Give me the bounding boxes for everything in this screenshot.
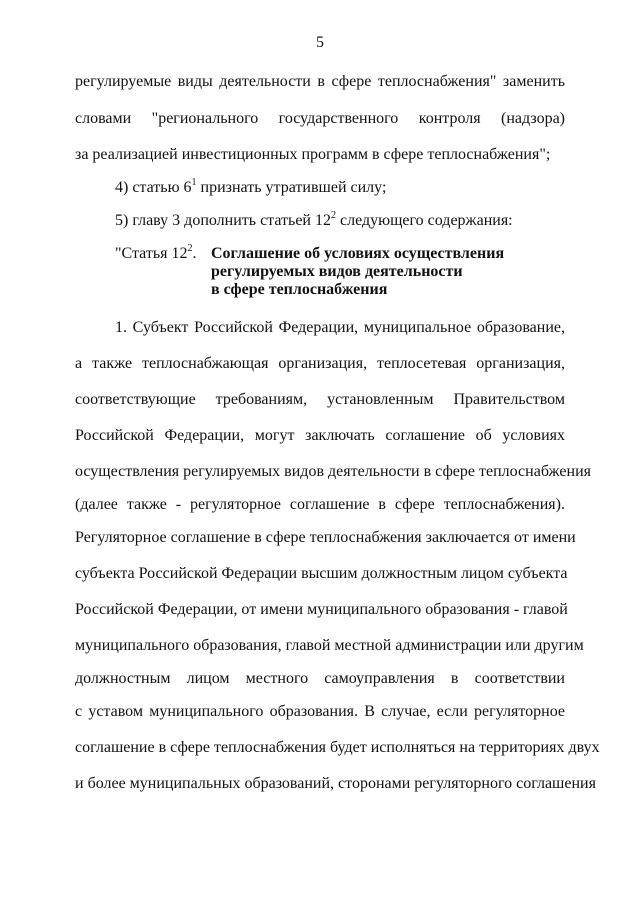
item-4-superscript: 1	[191, 177, 197, 188]
intro-line-2: словами "регионального государственного контроля (надзора)	[75, 110, 565, 127]
item-5-text: 5) главу 3 дополнить статьей 12	[115, 212, 331, 229]
body-line-12: с уставом муниципального образования. В случае, если регуляторное	[75, 703, 565, 720]
article-label	[115, 244, 197, 264]
body-line-8: субъекта Российской Федерации высшим должностным лицом субъекта	[75, 565, 568, 582]
item-5	[115, 211, 565, 231]
article-title-line-2: регулируемых видов деятельности	[211, 263, 463, 280]
item-4-text-end: признать утратившей силу;	[196, 179, 387, 196]
body-line-5: осуществления регулируемых видов деятельности в сфере теплоснабжения	[75, 463, 591, 480]
body-line-1: 1. Субъект Российской Федерации, муниципальное образование,	[115, 319, 565, 336]
body-line-2: а также теплоснабжающая организация, теплосетевая организация,	[75, 355, 565, 372]
body-line-10: муниципального образования, главой местной администрации или другим	[75, 637, 584, 654]
item-5-text-end: следующего содержания:	[336, 212, 513, 229]
article-title-line-1: Соглашение об условиях осуществления	[211, 245, 505, 262]
body-line-7: Регуляторное соглашение в сфере теплоснабжения заключается от имени	[75, 529, 576, 546]
article-label-text: "Статья 12	[115, 245, 188, 262]
body-line-6: (далее также - регуляторное соглашение в сфере теплоснабжения).	[75, 496, 565, 513]
item-5-superscript: 2	[331, 210, 336, 221]
body-line-9: Российской Федерации, от имени муниципального образования - главой	[75, 601, 568, 618]
intro-line-3: за реализацией инвестиционных программ в сфере теплоснабжения";	[75, 146, 551, 163]
item-4-text: 4) статью 6	[115, 179, 192, 196]
item-4	[115, 178, 565, 198]
article-title-line-3: в сфере теплоснабжения	[211, 281, 388, 298]
body-line-3: соответствующие требованиям, установленным Правительством	[75, 391, 565, 408]
body-line-14: и более муниципальных образований, сторонами регуляторного соглашения	[75, 775, 596, 792]
body-line-4: Российской Федерации, могут заключать соглашение об условиях	[75, 427, 565, 444]
page-number: 5	[316, 34, 324, 51]
body-line-13: соглашение в сфере теплоснабжения будет исполняться на территориях двух	[75, 739, 600, 756]
intro-line-1: регулируемые виды деятельности в сфере теплоснабжения" заменить	[75, 73, 565, 90]
article-label-superscript: 2	[187, 243, 193, 254]
body-line-11: должностным лицом местного самоуправления в соответствии	[75, 670, 565, 687]
article-label-dot: .	[192, 245, 197, 262]
